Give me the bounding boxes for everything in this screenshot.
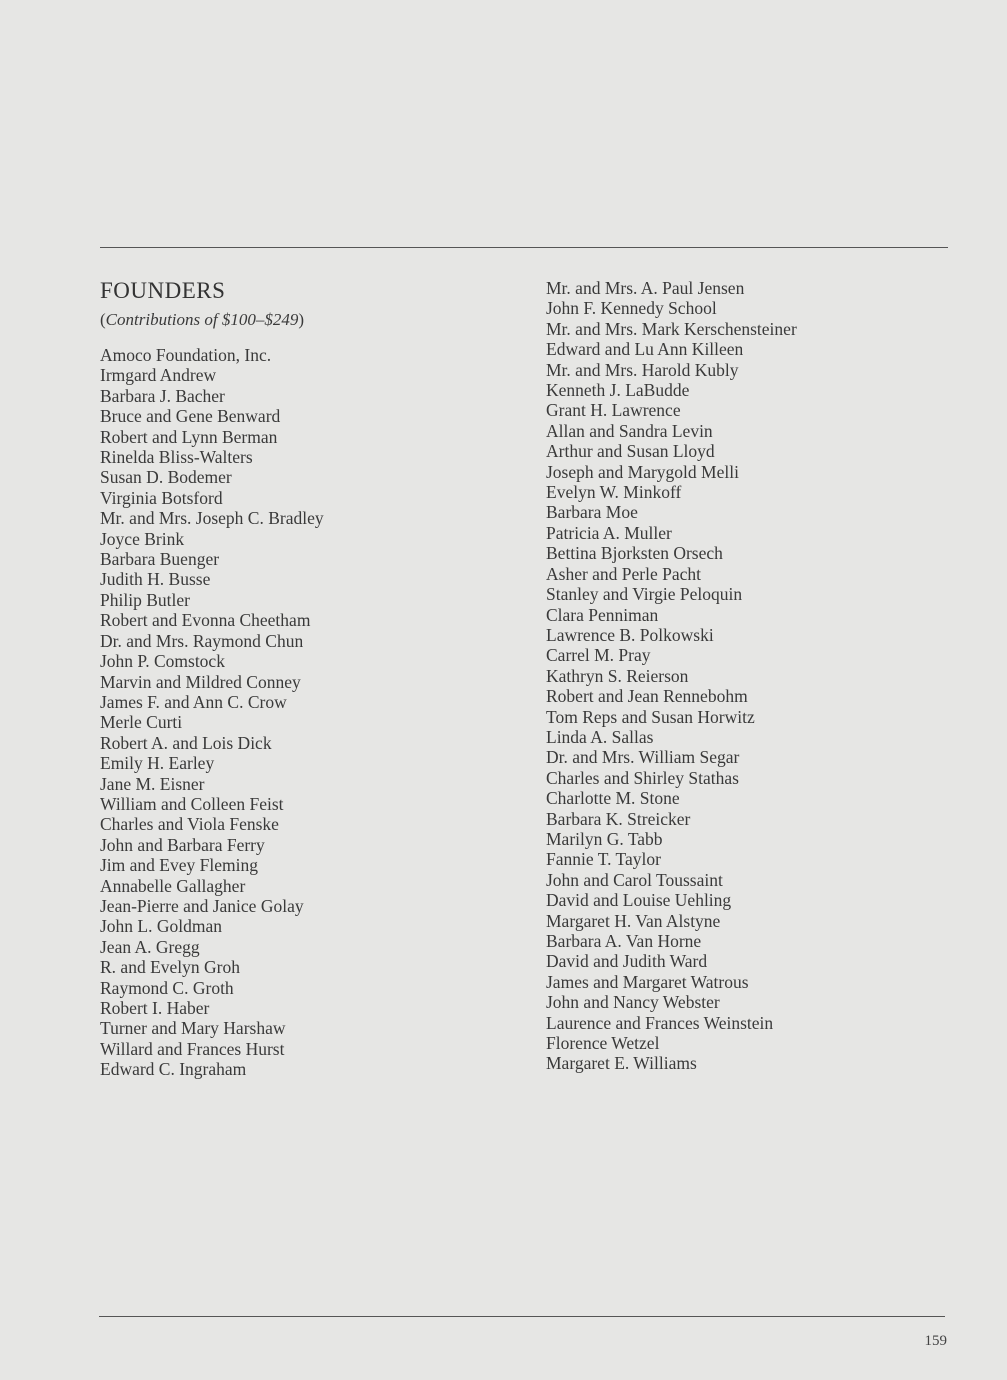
donor-name: Patricia A. Muller — [546, 522, 672, 543]
donor-name: Bruce and Gene Benward — [100, 406, 281, 427]
donor-name: Amoco Foundation, Inc. — [100, 345, 272, 365]
donor-name: Kenneth J. LaBudde — [546, 380, 690, 401]
donor-name: Mr. and Mrs. Joseph C. Bradley — [100, 508, 324, 529]
donor-name: Mr. and Mrs. Harold Kubly — [546, 359, 739, 380]
donor-name: Carrel M. Pray — [546, 645, 651, 666]
donor-name: John and Carol Toussaint — [546, 869, 723, 890]
donor-name: Asher and Perle Pacht — [546, 563, 702, 584]
donor-name: Linda A. Sallas — [546, 726, 654, 747]
donor-name: Judith H. Busse — [100, 569, 211, 590]
donor-name: Charles and Viola Fenske — [100, 814, 279, 835]
donor-name: Barbara Buenger — [100, 549, 220, 570]
page-number: 159 — [924, 1333, 947, 1349]
donor-name: Evelyn W. Minkoff — [546, 482, 682, 503]
donor-name: Jean A. Gregg — [100, 936, 200, 957]
donor-name: Annabelle Gallagher — [100, 875, 246, 896]
subtitle-open-paren: ( — [100, 310, 106, 329]
bottom-divider — [99, 1316, 945, 1317]
donor-name: John F. Kennedy School — [546, 298, 717, 319]
left-column — [100, 277, 520, 1080]
donor-name: Barbara Moe — [546, 502, 638, 523]
donor-name: Irmgard Andrew — [100, 365, 217, 386]
donor-name: Marilyn G. Tabb — [546, 828, 663, 849]
donor-name: Margaret E. Williams — [546, 1053, 697, 1074]
donor-name: Mr. and Mrs. A. Paul Jensen — [546, 278, 745, 298]
donor-name: Merle Curti — [100, 712, 183, 733]
donor-name: Margaret H. Van Alstyne — [546, 910, 721, 931]
donor-list-left — [100, 345, 520, 1080]
donor-name: Robert and Jean Rennebohm — [546, 686, 748, 707]
donor-name: Rinelda Bliss-Walters — [100, 447, 253, 468]
donor-name: Raymond C. Groth — [100, 977, 234, 998]
donor-name: David and Louise Uehling — [546, 890, 732, 911]
donor-name: Jane M. Eisner — [100, 773, 205, 794]
subtitle-text: Contributions of $100–$249 — [105, 310, 299, 329]
section-subtitle — [100, 309, 520, 331]
top-divider — [100, 247, 948, 248]
donor-name: John and Barbara Ferry — [100, 834, 265, 855]
donor-name: William and Colleen Feist — [100, 793, 284, 814]
donor-name: Kathryn S. Reierson — [546, 665, 689, 686]
donor-name: R. and Evelyn Groh — [100, 957, 240, 978]
donor-name: John and Nancy Webster — [546, 992, 720, 1013]
donor-name: Joyce Brink — [100, 528, 185, 549]
donor-name: Clara Penniman — [546, 604, 659, 625]
right-column — [546, 278, 966, 1074]
donor-name: Susan D. Bodemer — [100, 467, 232, 488]
donor-list-right — [546, 278, 966, 1074]
donor-name: James F. and Ann C. Crow — [100, 691, 287, 712]
subtitle-close-paren: ) — [298, 310, 305, 329]
donor-name: Grant H. Lawrence — [546, 400, 681, 421]
donor-name: Robert I. Haber — [100, 998, 210, 1018]
donor-name: Charlotte M. Stone — [546, 788, 680, 809]
donor-name: Fannie T. Taylor — [546, 849, 661, 870]
donor-name: David and Judith Ward — [546, 951, 708, 972]
donor-name: Edward C. Ingraham — [100, 1059, 247, 1080]
donor-name: Virginia Botsford — [100, 487, 223, 508]
donor-name: Barbara J. Bacher — [100, 385, 225, 406]
donor-name: Philip Butler — [100, 589, 190, 610]
donor-name: Marvin and Mildred Conney — [100, 671, 301, 692]
donor-name: Barbara A. Van Horne — [546, 931, 702, 951]
donor-name: Robert and Evonna Cheetham — [100, 610, 311, 631]
donor-name: Bettina Bjorksten Orsech — [546, 543, 723, 564]
donor-name: Allan and Sandra Levin — [546, 420, 713, 441]
donor-name: Florence Wetzel — [546, 1033, 660, 1054]
donor-name: Robert and Lynn Berman — [100, 426, 278, 447]
donor-name: Willard and Frances Hurst — [100, 1038, 285, 1059]
donor-name: Stanley and Virgie Peloquin — [546, 584, 743, 605]
donor-name: John P. Comstock — [100, 651, 225, 672]
donor-name: John L. Goldman — [100, 916, 223, 937]
donor-name: Arthur and Susan Lloyd — [546, 441, 715, 462]
donor-name: Jean-Pierre and Janice Golay — [100, 895, 304, 916]
donor-name: James and Margaret Watrous — [546, 971, 749, 992]
donor-name: Charles and Shirley Stathas — [546, 767, 739, 788]
donor-name: Emily H. Earley — [100, 753, 215, 774]
donor-name: Lawrence B. Polkowski — [546, 624, 714, 645]
donor-name: Mr. and Mrs. Mark Kerschensteiner — [546, 318, 797, 339]
donor-name: Laurence and Frances Weinstein — [546, 1012, 774, 1033]
donor-name: Turner and Mary Harshaw — [100, 1018, 286, 1039]
section-title: FOUNDERS — [100, 278, 226, 303]
donor-name: Barbara K. Streicker — [546, 808, 691, 829]
donor-name: Joseph and Marygold Melli — [546, 461, 739, 482]
donor-name: Jim and Evey Fleming — [100, 855, 258, 876]
donor-name: Edward and Lu Ann Killeen — [546, 339, 744, 360]
donor-name: Tom Reps and Susan Horwitz — [546, 706, 755, 727]
donor-name: Robert A. and Lois Dick — [100, 732, 272, 753]
donor-name: Dr. and Mrs. Raymond Chun — [100, 630, 304, 651]
donor-name: Dr. and Mrs. William Segar — [546, 747, 740, 768]
